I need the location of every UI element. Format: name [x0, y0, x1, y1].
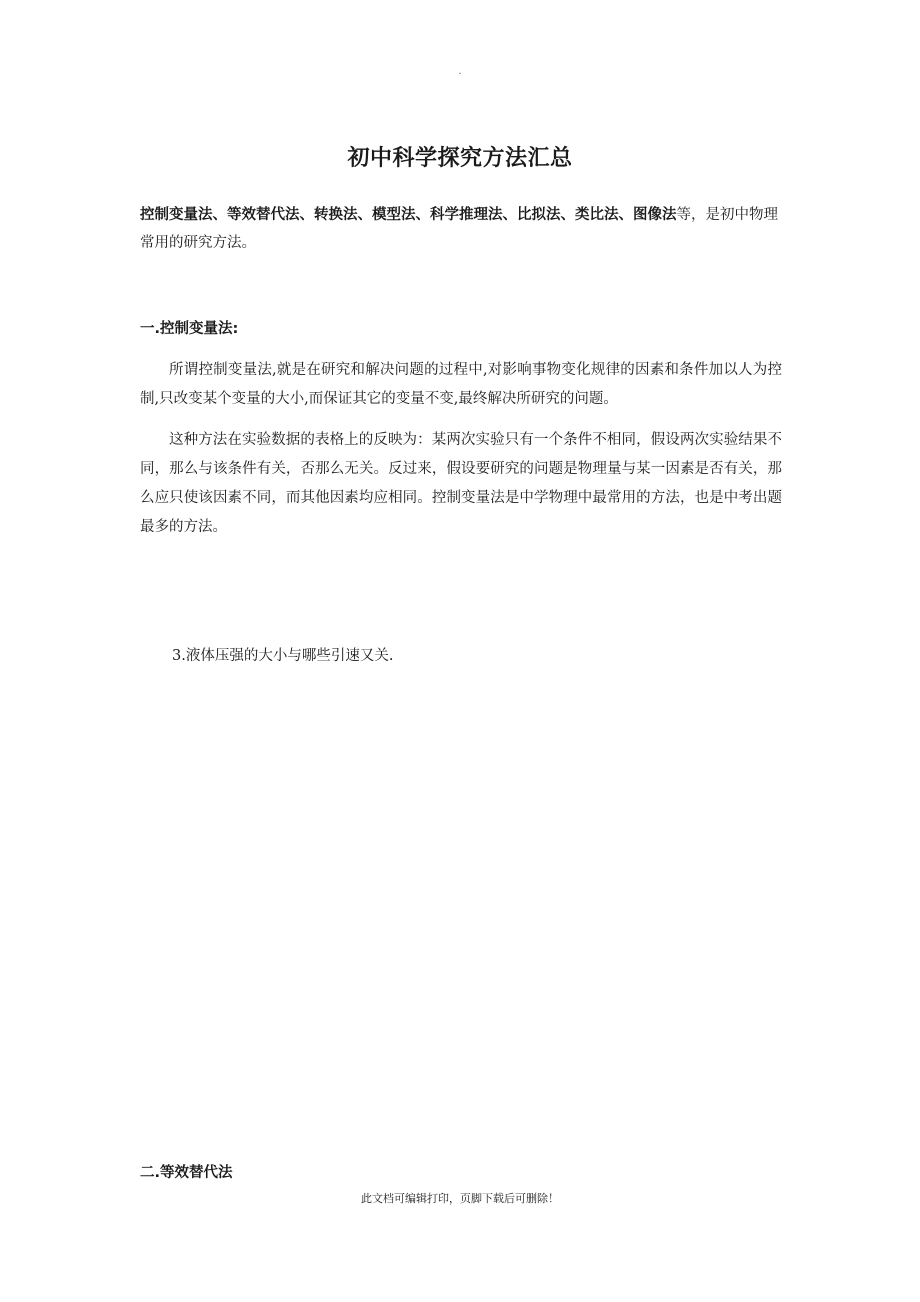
- intro-rest-text: 等，是初中物理常用的研究方法。: [140, 207, 778, 251]
- intro-paragraph: [140, 201, 780, 257]
- section1-paragraph-1: 所谓控制变量法,就是在研究和解决问题的过程中,对影响事物变化规律的因素和条件加以人为控制,只改变某个变量的大小,而保证其它的变量不变,最终解决所研究的问题。: [140, 362, 782, 407]
- page-title: 初中科学探究方法汇总: [347, 146, 573, 171]
- section1-paragraph-2: 这种方法在实验数据的表格上的反映为：某两次实验只有一个条件不相同，假设两次实验结果不同，那么与该条件有关，否那么无关。反过来，假设要研究的问题是物理量与某一因素是否有关，那么应只使该因素不同，而其他因素均应相同。控制变量法是中学物理中最常用的方法，也是中考出题最多的方法。: [140, 432, 782, 535]
- section-heading-equivalent-substitution: 二.等效替代法: [140, 1165, 233, 1181]
- section-heading-control-variable: 一.控制变量法:: [140, 321, 239, 337]
- intro-methods-list: 控制变量法、等效替代法、转换法、模型法、科学推理法、比拟法、类比法、图像法: [140, 207, 677, 223]
- footer-note: 此文档可编辑打印，页脚下载后可删除！: [361, 1192, 559, 1205]
- list-item-3: 3.液体压强的大小与哪些引速又关.: [172, 648, 394, 664]
- header-mark: .: [458, 66, 462, 77]
